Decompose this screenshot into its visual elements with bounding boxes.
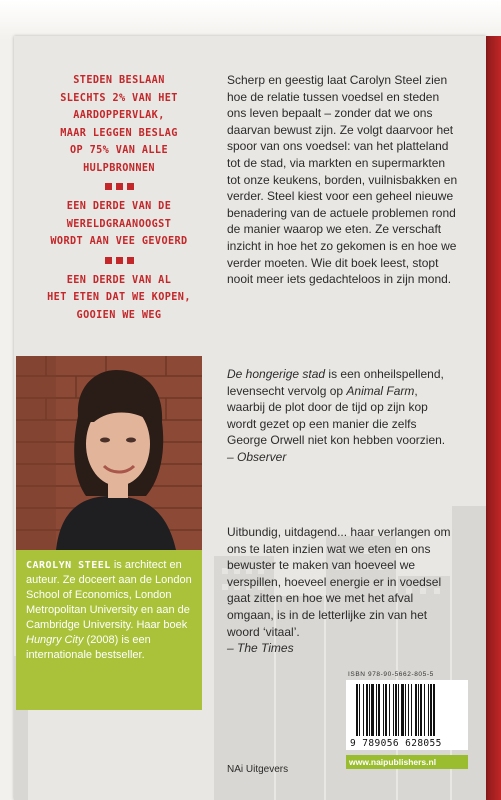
fact-3 — [28, 272, 210, 325]
page-edge — [0, 0, 501, 40]
separator-squares — [28, 183, 210, 190]
fact-line: GOOIEN WE WEG — [76, 309, 162, 321]
fact-line: WORDT AAN VEE GEVOERD — [50, 236, 188, 247]
quote-text: Uitbundig, uitdagend... haar verlangen om ons te laten inzien wat we eten en ons bewuster te maken van hoeveel we verspillen, hoeveel energie er in voedsel gaat zitten en hoe we met het afval omgaan, is in de letterlijke zin van het woord ‘vitaal’. — [227, 525, 451, 639]
quote-referenced-book: Animal Farm — [346, 383, 415, 398]
bio-text-end: (2008) is een internationale bestseller. — [26, 634, 151, 661]
fact-line: OP 75% VAN ALLE — [69, 145, 168, 156]
author-portrait-image — [16, 356, 202, 550]
fact-line: STEDEN BESLAAN — [73, 75, 165, 86]
fact-line: HET ETEN DAT WE KOPEN, — [47, 292, 191, 303]
fact-line: SLECHTS 2% VAN HET — [60, 92, 178, 104]
quote-times — [227, 524, 462, 657]
bio-book-title: Hungry City — [26, 634, 84, 646]
fact-2 — [28, 198, 210, 251]
fact-line: MAAR LEGGEN BESLAG — [60, 127, 178, 139]
quote-book-title: De hongerige stad — [227, 367, 326, 381]
blurb-paragraph — [227, 72, 459, 288]
barcode — [346, 680, 468, 750]
facts-block — [28, 72, 210, 324]
quote-source: – Observer — [227, 449, 287, 464]
quote-observer — [227, 366, 459, 466]
fact-line: AARDOPPERVLAK, — [73, 110, 165, 121]
fact-line: HULPBRONNEN — [83, 162, 155, 174]
blurb-text: Scherp en geestig laat Carolyn Steel zien hoe de relatie tussen voedsel en steden ons leven bepaalt – zonder dat we ons daarvan bewust zijn. Ze volgt daarvoor het spoor van ons voedsel: van het platteland tot de stad, via markten en supermarkten tot onze keukens, borden, vuilnisbakken en verder. Steel kiest voor een geheel nieuwe benadering van de actuele problemen rond de manier waarop we eten. Ze verschaft inzicht in hoe het zo gekomen is en hoe we verder moeten. Wie dit boek leest, stopt nooit meer iets gedachteloos in zijn mond. — [227, 73, 458, 287]
fact-line: WERELDGRAANOOGST — [66, 218, 172, 230]
author-name: CAROLYN STEEL — [26, 560, 111, 571]
separator-squares — [28, 257, 210, 264]
quote-text: is een onheilspellend, levensecht vervolg op — [227, 367, 444, 398]
fact-1 — [28, 72, 210, 177]
quote-text-end: , waarbij de plot door de tijd op zijn kop wordt gezet op een manier die zelfs George Orwell niet kon hebben voorzien. — [227, 383, 446, 448]
author-bio — [16, 550, 202, 710]
author-photo — [16, 356, 202, 550]
fact-line: EEN DERDE VAN DE — [66, 201, 172, 212]
bio-text: is architect en auteur. Ze doceert aan de London School of Economics, London Metropolitan University en aan de Cambridge University. Haar boek — [26, 559, 192, 631]
fact-line: EEN DERDE VAN AL — [66, 274, 172, 286]
barcode-number: 9 789056 628055 — [350, 738, 442, 749]
publisher-url[interactable]: www.naipublishers.nl — [346, 755, 468, 769]
publisher-name: NAi Uitgevers — [227, 764, 289, 775]
spine-edge — [485, 36, 501, 800]
isbn-label: ISBN 978-90-5662-805-5 — [348, 671, 434, 678]
quote-source: – The Times — [227, 641, 294, 656]
